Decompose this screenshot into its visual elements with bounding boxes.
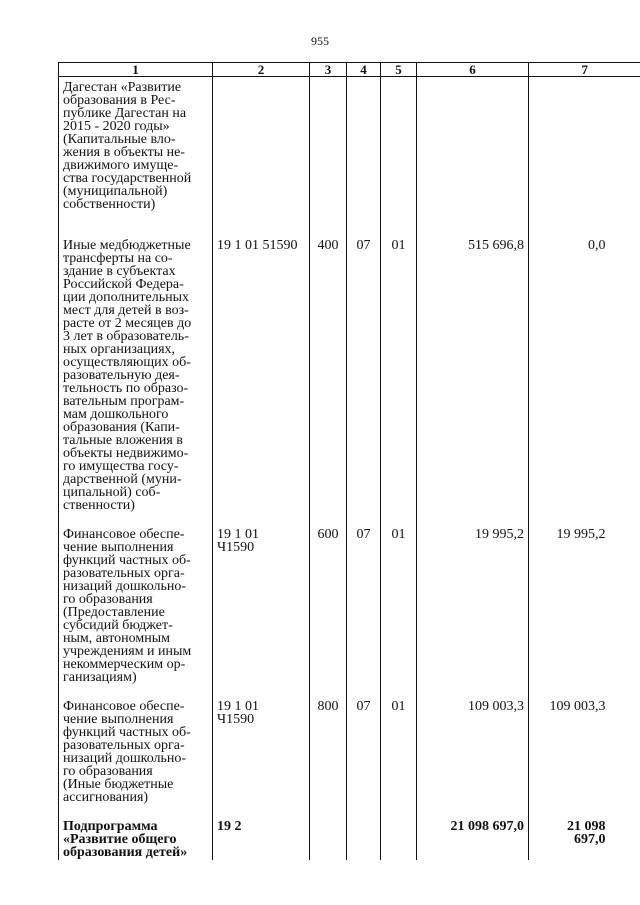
- page-number: 955: [311, 34, 329, 48]
- section: 07: [347, 684, 381, 804]
- subsection: 01: [381, 512, 417, 684]
- amount-col7: 0,0: [529, 221, 640, 512]
- expense-type: 600: [310, 512, 347, 684]
- budget-code: [213, 77, 310, 222]
- column-header-7: 7: [529, 63, 640, 77]
- item-name: Финансовое обеспе- чение выполнения функций частных об- разовательных орга- низаций дошкольно- го образования (Предоставление субсидий бюджет- ным, автономным учреждениям и иным некоммерческим ор- ганизациям): [59, 512, 213, 684]
- column-header-4: 4: [347, 63, 381, 77]
- expense-type: [310, 804, 347, 860]
- item-name: Финансовое обеспе- чение выполнения функций частных об- разовательных орга- низаций дошкольно- го образования (Иные бюджетные ассигнования): [59, 684, 213, 804]
- section: [347, 77, 381, 222]
- amount-col7: [529, 77, 640, 222]
- expense-type: 400: [310, 221, 347, 512]
- subsection: 01: [381, 221, 417, 512]
- subsection: [381, 77, 417, 222]
- amount-col7: 21 098 697,0: [529, 804, 640, 860]
- column-header-2: 2: [213, 63, 310, 77]
- table-row: [59, 512, 640, 684]
- budget-table: [58, 62, 640, 860]
- amount-col7: 109 003,3: [529, 684, 640, 804]
- amount-col6: 19 995,2: [417, 512, 529, 684]
- budget-code: 19 1 01 51590: [213, 221, 310, 512]
- expense-type: 800: [310, 684, 347, 804]
- budget-code: 19 2: [213, 804, 310, 860]
- table-row: [59, 684, 640, 804]
- section: 07: [347, 221, 381, 512]
- budget-code: 19 1 01 Ч1590: [213, 684, 310, 804]
- column-header-1: 1: [59, 63, 213, 77]
- subsection: 01: [381, 684, 417, 804]
- column-header-5: 5: [381, 63, 417, 77]
- item-name: Подпрограмма «Развитие общего образования детей»: [59, 804, 213, 860]
- item-name: Иные медбюджетные трансферты на со- здание в субъектах Российской Федера- ции дополнительных мест для детей в воз- расте от 2 месяцев до 3 лет в образователь- ных организациях, осуществляющих об- разовательную дея- тельность по образо- вательным програм- мам дошкольного образования (Капи- тальные вложения в объекты недвижимо- го имущества госу- дарственной (муни- ципальной) соб- ственности): [59, 221, 213, 512]
- table-row: [59, 77, 640, 222]
- subsection: [381, 804, 417, 860]
- budget-code: 19 1 01 Ч1590: [213, 512, 310, 684]
- table-row: [59, 221, 640, 512]
- column-header-6: 6: [417, 63, 529, 77]
- amount-col7: 19 995,2: [529, 512, 640, 684]
- section: 07: [347, 512, 381, 684]
- column-header-3: 3: [310, 63, 347, 77]
- table-row: [59, 804, 640, 860]
- amount-col6: 21 098 697,0: [417, 804, 529, 860]
- amount-col6: 515 696,8: [417, 221, 529, 512]
- column-number-row: [59, 63, 640, 77]
- amount-col6: 109 003,3: [417, 684, 529, 804]
- amount-col6: [417, 77, 529, 222]
- item-name: Дагестан «Развитие образования в Рес- публике Дагестан на 2015 - 2020 годы» (Капитальные вло- жения в объекты не- движимого имуще- ства государственной (муниципальной) собственности): [59, 77, 213, 222]
- section: [347, 804, 381, 860]
- expense-type: [310, 77, 347, 222]
